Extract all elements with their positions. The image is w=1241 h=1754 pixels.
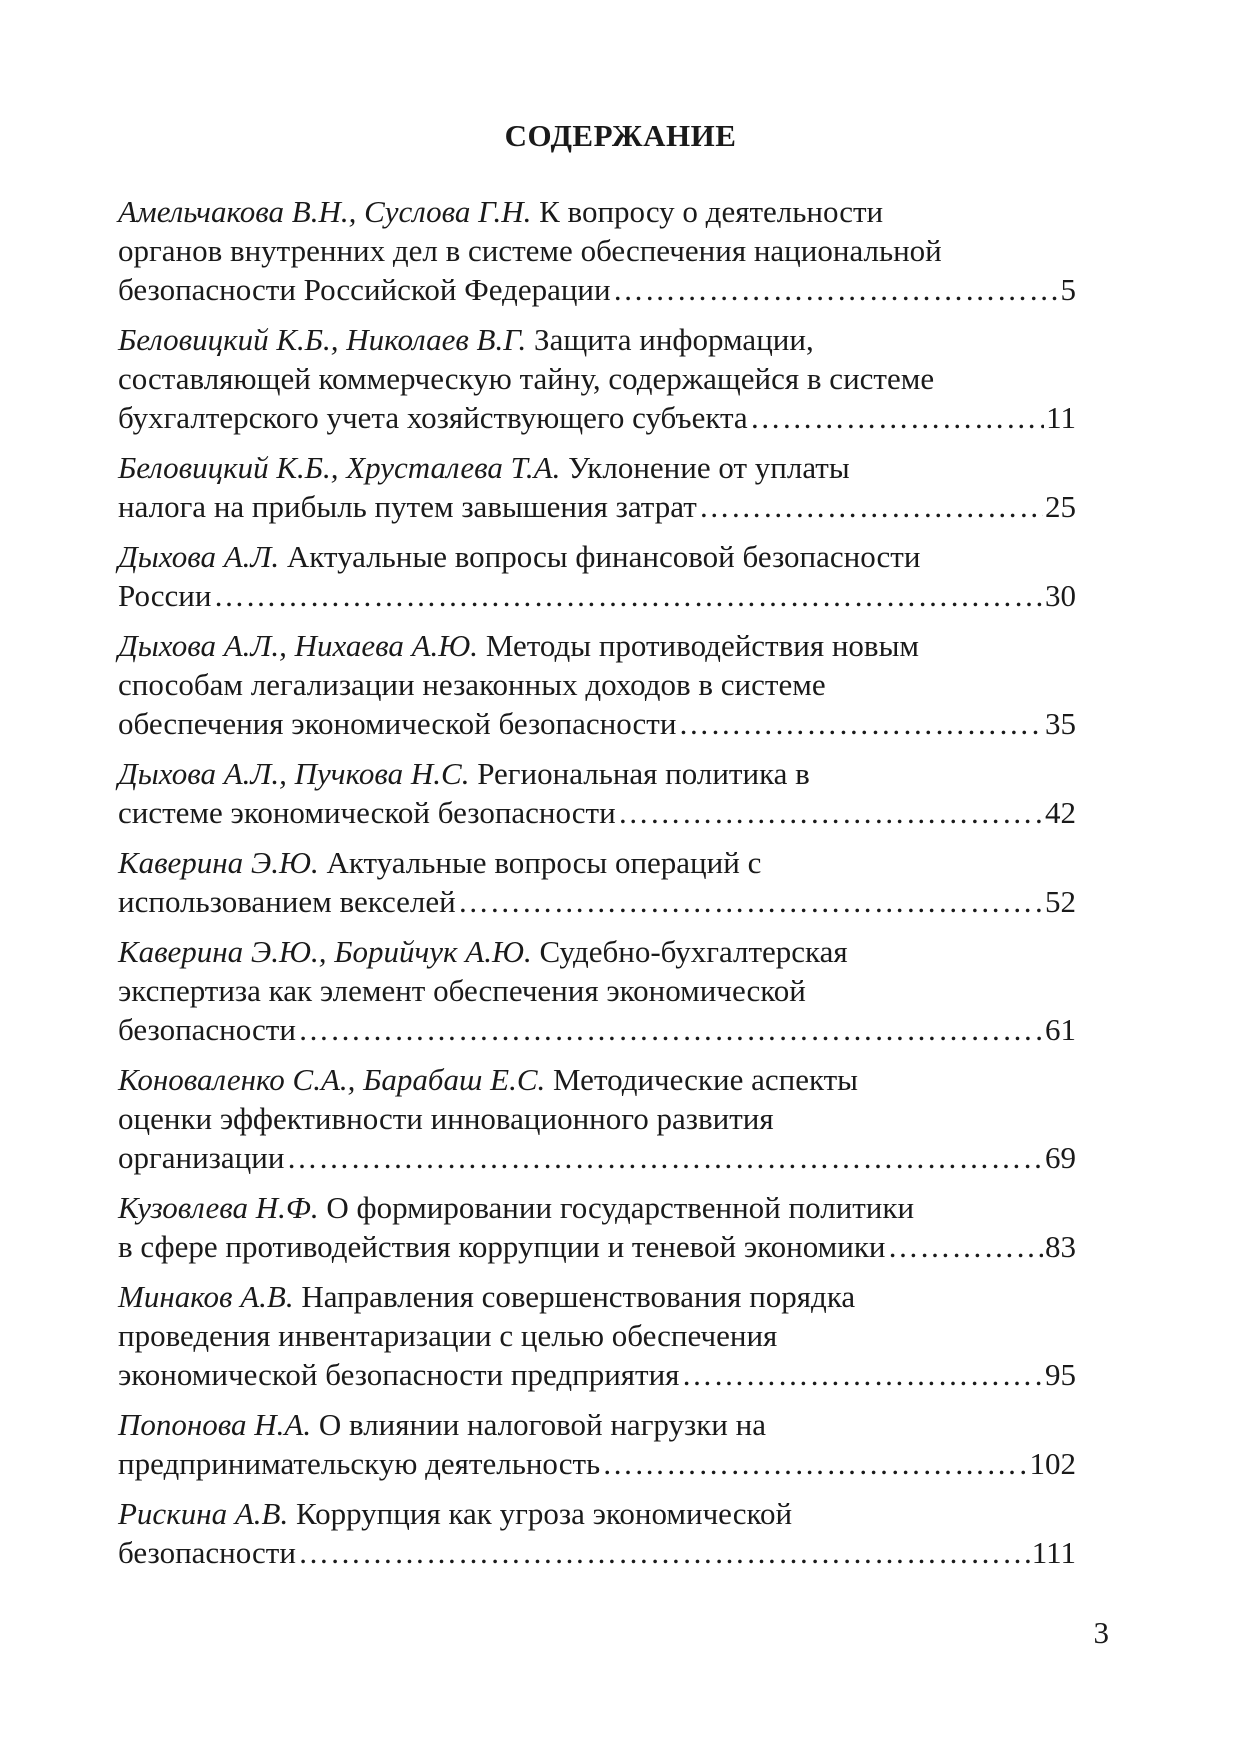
toc-entry-title-end: системе экономической безопасности — [118, 795, 616, 830]
toc-entry-first-line — [118, 537, 1076, 576]
toc-entry — [118, 1494, 1076, 1572]
dot-leader — [286, 1138, 1043, 1177]
toc-entry-first-line — [118, 320, 1076, 359]
dot-leader — [602, 1444, 1027, 1483]
toc-entry — [118, 1188, 1076, 1266]
toc-entry-title-line: способам легализации незаконных доходов в системе — [118, 667, 826, 702]
toc-entry-title-start: Методические аспекты — [553, 1062, 858, 1097]
toc-entry-page-number: 83 — [1045, 1229, 1076, 1264]
toc-entry-authors: Коноваленко С.А., Барабаш Е.С. — [118, 1062, 546, 1097]
toc-entry-first-line — [118, 1405, 1076, 1444]
toc-entry-title-start: Уклонение от уплаты — [568, 450, 850, 485]
toc-entry — [118, 1060, 1076, 1177]
toc-entry-page-number: 69 — [1045, 1140, 1076, 1175]
toc-entry-title-end: предпринимательскую деятельность — [118, 1446, 601, 1481]
toc-entry — [118, 626, 1076, 743]
toc-entry-last-line — [118, 270, 1076, 309]
dot-leader — [681, 1355, 1043, 1394]
toc-entry-title-start: Актуальные вопросы операций с — [326, 845, 762, 880]
table-of-contents — [118, 192, 1076, 1583]
toc-entry-last-line — [118, 793, 1076, 832]
toc-entry-page-number: 102 — [1029, 1446, 1076, 1481]
toc-entry-page-number: 30 — [1045, 578, 1076, 613]
toc-entry-first-line — [118, 932, 1076, 971]
toc-entry-last-line — [118, 1533, 1076, 1572]
toc-entry — [118, 1277, 1076, 1394]
toc-entry — [118, 754, 1076, 832]
toc-entry-last-line — [118, 1010, 1076, 1049]
toc-entry-title-line: проведения инвентаризации с целью обеспечения — [118, 1318, 778, 1353]
dot-leader — [888, 1227, 1044, 1266]
toc-entry-title-start: Направления совершенствования порядка — [301, 1279, 856, 1314]
toc-entry-last-line — [118, 1227, 1076, 1266]
toc-entry-authors: Дыхова А.Л. — [118, 539, 280, 574]
toc-entry-first-line — [118, 448, 1076, 487]
toc-entry-last-line — [118, 704, 1076, 743]
toc-entry-title-end: безопасности — [118, 1535, 296, 1570]
toc-entry-authors: Попонова Н.А. — [118, 1407, 312, 1442]
toc-entry-title-end: бухгалтерского учета хозяйствующего субъекта — [118, 400, 748, 435]
toc-entry-first-line — [118, 192, 1076, 231]
toc-entry-title-end: экономической безопасности предприятия — [118, 1357, 680, 1392]
toc-entry-authors: Дыхова А.Л., Пучкова Н.С. — [118, 756, 470, 791]
toc-entry-title-start: Региональная политика в — [477, 756, 810, 791]
toc-entry-page-number: 35 — [1045, 706, 1076, 741]
dot-leader — [458, 882, 1043, 921]
toc-entry-title-line: составляющей коммерческую тайну, содержащейся в системе — [118, 361, 935, 396]
toc-entry-title-end: организации — [118, 1140, 285, 1175]
toc-entry-page-number: 5 — [1060, 272, 1076, 307]
toc-entry-first-line — [118, 1494, 1076, 1533]
toc-entry — [118, 320, 1076, 437]
toc-entry-title-line: экспертиза как элемент обеспечения экономической — [118, 973, 806, 1008]
dot-leader — [213, 576, 1043, 615]
toc-entry-page-number: 42 — [1045, 795, 1076, 830]
toc-entry-last-line — [118, 1355, 1076, 1394]
page-title: СОДЕРЖАНИЕ — [504, 118, 737, 153]
toc-entry-last-line — [118, 576, 1076, 615]
toc-entry — [118, 1405, 1076, 1483]
toc-entry-first-line — [118, 1277, 1076, 1316]
toc-entry-title-line: органов внутренних дел в системе обеспечения национальной — [118, 233, 942, 268]
toc-entry-authors: Дыхова А.Л., Нихаева А.Ю. — [118, 628, 479, 663]
toc-entry-title-start: К вопросу о деятельности — [539, 194, 884, 229]
toc-entry-title-end: в сфере противодействия коррупции и теневой экономики — [118, 1229, 886, 1264]
toc-entry-title-start: Коррупция как угроза экономической — [295, 1496, 793, 1531]
toc-entry-authors: Беловицкий К.Б., Николаев В.Г. — [118, 322, 527, 357]
page-number: 3 — [1093, 1615, 1109, 1650]
toc-entry — [118, 537, 1076, 615]
dot-leader — [699, 487, 1043, 526]
dot-leader — [298, 1533, 1030, 1572]
toc-entry — [118, 843, 1076, 921]
toc-entry-title-end: использованием векселей — [118, 884, 456, 919]
toc-entry-authors: Беловицкий К.Б., Хрусталева Т.А. — [118, 450, 561, 485]
toc-entry — [118, 192, 1076, 309]
toc-entry-title-end: обеспечения экономической безопасности — [118, 706, 677, 741]
toc-entry-title-end: России — [118, 578, 212, 613]
toc-entry-first-line — [118, 1188, 1076, 1227]
toc-entry-authors: Амельчакова В.Н., Суслова Г.Н. — [118, 194, 532, 229]
dot-leader — [298, 1010, 1043, 1049]
toc-entry-last-line — [118, 882, 1076, 921]
toc-entry-authors: Рискина А.В. — [118, 1496, 289, 1531]
toc-entry-page-number: 61 — [1045, 1012, 1076, 1047]
toc-entry-title-end: налога на прибыль путем завышения затрат — [118, 489, 697, 524]
toc-entry-title-start: Актуальные вопросы финансовой безопасности — [286, 539, 921, 574]
toc-entry-authors: Кузовлева Н.Ф. — [118, 1190, 319, 1225]
toc-entry-first-line — [118, 1060, 1076, 1099]
dot-leader — [613, 270, 1059, 309]
toc-entry-title-end: безопасности Российской Федерации — [118, 272, 611, 307]
toc-entry-page-number: 95 — [1045, 1357, 1076, 1392]
dot-leader — [750, 398, 1044, 437]
toc-entry-title-start: О формировании государственной политики — [326, 1190, 915, 1225]
dot-leader — [678, 704, 1043, 743]
toc-entry-authors: Каверина Э.Ю., Борийчук А.Ю. — [118, 934, 532, 969]
toc-entry — [118, 448, 1076, 526]
toc-entry — [118, 932, 1076, 1049]
toc-entry-title-end: безопасности — [118, 1012, 296, 1047]
toc-entry-first-line — [118, 843, 1076, 882]
toc-entry-page-number: 52 — [1045, 884, 1076, 919]
toc-entry-title-start: Защита информации, — [534, 322, 814, 357]
toc-entry-last-line — [118, 487, 1076, 526]
toc-entry-title-start: Методы противодействия новым — [485, 628, 920, 663]
toc-entry-title-start: О влиянии налоговой нагрузки на — [318, 1407, 766, 1442]
toc-entry-page-number: 111 — [1031, 1535, 1076, 1570]
toc-entry-title-start: Судебно-бухгалтерская — [539, 934, 848, 969]
toc-entry-page-number: 25 — [1045, 489, 1076, 524]
toc-entry-authors: Минаков А.В. — [118, 1279, 294, 1314]
toc-entry-last-line — [118, 1138, 1076, 1177]
toc-entry-page-number: 11 — [1046, 400, 1076, 435]
dot-leader — [618, 793, 1043, 832]
toc-entry-title-line: оценки эффективности инновационного развития — [118, 1101, 774, 1136]
toc-entry-last-line — [118, 398, 1076, 437]
toc-entry-first-line — [118, 754, 1076, 793]
toc-entry-last-line — [118, 1444, 1076, 1483]
toc-entry-first-line — [118, 626, 1076, 665]
toc-entry-authors: Каверина Э.Ю. — [118, 845, 319, 880]
